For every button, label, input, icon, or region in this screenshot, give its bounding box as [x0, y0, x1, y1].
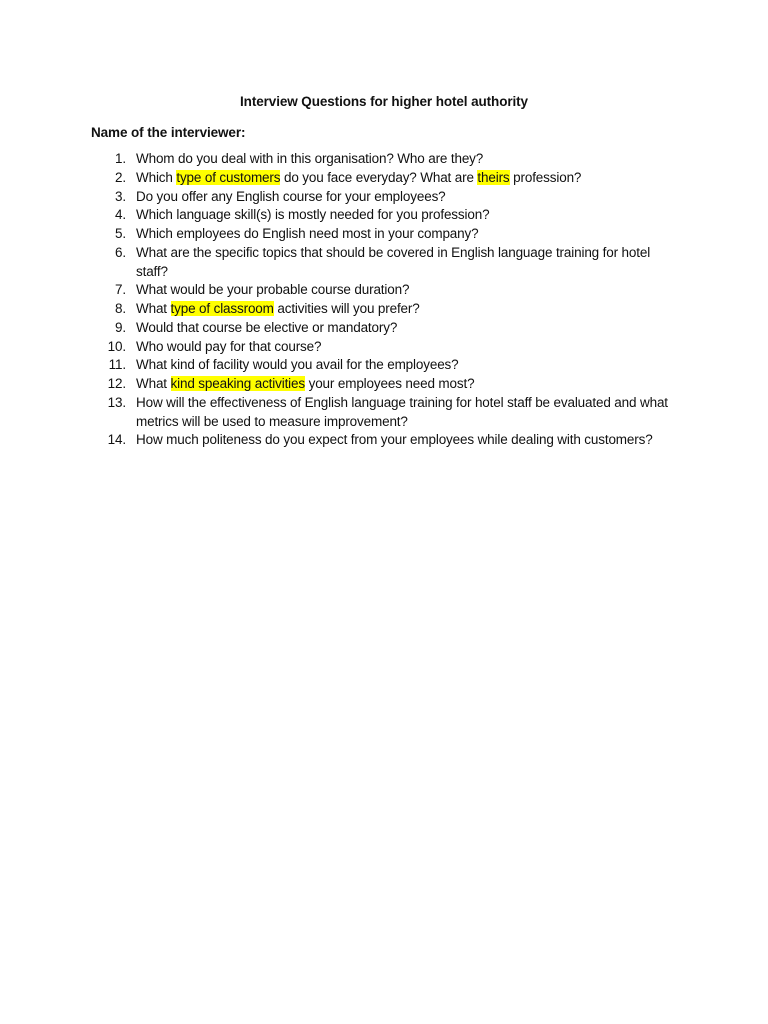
- question-item: [100, 431, 680, 450]
- question-text: [136, 395, 668, 429]
- question-text: [136, 339, 321, 354]
- question-number: 5.: [115, 226, 126, 241]
- question-item: [100, 169, 680, 188]
- question-text-segment: What would be your probable course duration?: [136, 282, 410, 298]
- question-number: 1.: [115, 151, 126, 166]
- question-text-segment: activities will you prefer?: [273, 301, 420, 316]
- question-item: [100, 281, 680, 300]
- question-number: 6.: [115, 244, 126, 260]
- question-text-segment: Who would pay for that course?: [136, 338, 322, 354]
- question-text: [136, 282, 409, 297]
- question-text-segment: Which employees do English need most in your company?: [136, 226, 479, 241]
- question-number: 12.: [107, 376, 126, 391]
- question-text-segment: Would that course be elective or mandatory?: [136, 319, 398, 335]
- question-text-segment: How much politeness do you expect from your employees while dealing with customers?: [136, 432, 653, 448]
- highlighted-phrase: type of classroom: [170, 301, 274, 316]
- question-number: 3.: [115, 188, 126, 204]
- question-list: [100, 150, 680, 450]
- question-item: [100, 206, 680, 225]
- question-text: [136, 432, 653, 447]
- question-text: [136, 320, 397, 335]
- highlighted-phrase: type of customers: [176, 169, 281, 185]
- highlighted-phrase: kind speaking activities: [170, 376, 305, 391]
- question-text: [136, 207, 489, 222]
- question-text-segment: do you face everyday? What are: [280, 169, 478, 185]
- question-item: [100, 375, 680, 394]
- question-text-segment: Do you offer any English course for your employees?: [136, 188, 446, 204]
- question-item: [100, 244, 680, 282]
- highlighted-phrase: theirs: [477, 169, 510, 185]
- question-text: [136, 226, 478, 241]
- question-number: 10.: [107, 338, 126, 354]
- question-item: [100, 300, 680, 319]
- question-number: 8.: [115, 301, 126, 316]
- question-text-segment: What are the specific topics that should be covered in English language training for hotel staff?: [136, 244, 651, 279]
- question-text-segment: What: [136, 376, 171, 391]
- question-text: [136, 301, 420, 316]
- question-item: [100, 150, 680, 169]
- question-number: 9.: [115, 319, 126, 335]
- question-text-segment: Which language skill(s) is mostly needed for you profession?: [136, 207, 490, 223]
- question-text: [136, 151, 483, 166]
- question-number: 2.: [115, 169, 126, 185]
- question-text: [136, 189, 446, 204]
- question-number: 4.: [115, 207, 126, 223]
- question-item: [100, 394, 680, 432]
- question-item: [100, 338, 680, 357]
- question-text-segment: What: [136, 301, 171, 316]
- question-number: 13.: [107, 394, 126, 410]
- question-item: [100, 319, 680, 338]
- question-item: [100, 188, 680, 207]
- question-text-segment: What kind of facility would you avail for the employees?: [136, 357, 459, 373]
- question-text: [136, 245, 650, 279]
- question-number: 7.: [115, 282, 126, 298]
- question-text: [136, 170, 581, 185]
- question-text: [136, 376, 474, 391]
- question-text-segment: Which: [136, 169, 177, 185]
- question-item: [100, 356, 680, 375]
- question-text-segment: your employees need most?: [305, 376, 475, 391]
- question-item: [100, 225, 680, 244]
- document-title: Interview Questions for higher hotel authority: [240, 94, 528, 109]
- question-text-segment: profession?: [509, 169, 582, 185]
- interviewer-name-label: Name of the interviewer:: [91, 125, 246, 140]
- question-text: [136, 357, 459, 372]
- question-number: 11.: [108, 357, 126, 373]
- question-number: 14.: [107, 432, 126, 448]
- question-text-segment: Whom do you deal with in this organisation? Who are they?: [136, 151, 484, 166]
- question-text-segment: How will the effectiveness of English language training for hotel staff be evaluated and what metrics will be used to measure improvement?: [136, 394, 668, 429]
